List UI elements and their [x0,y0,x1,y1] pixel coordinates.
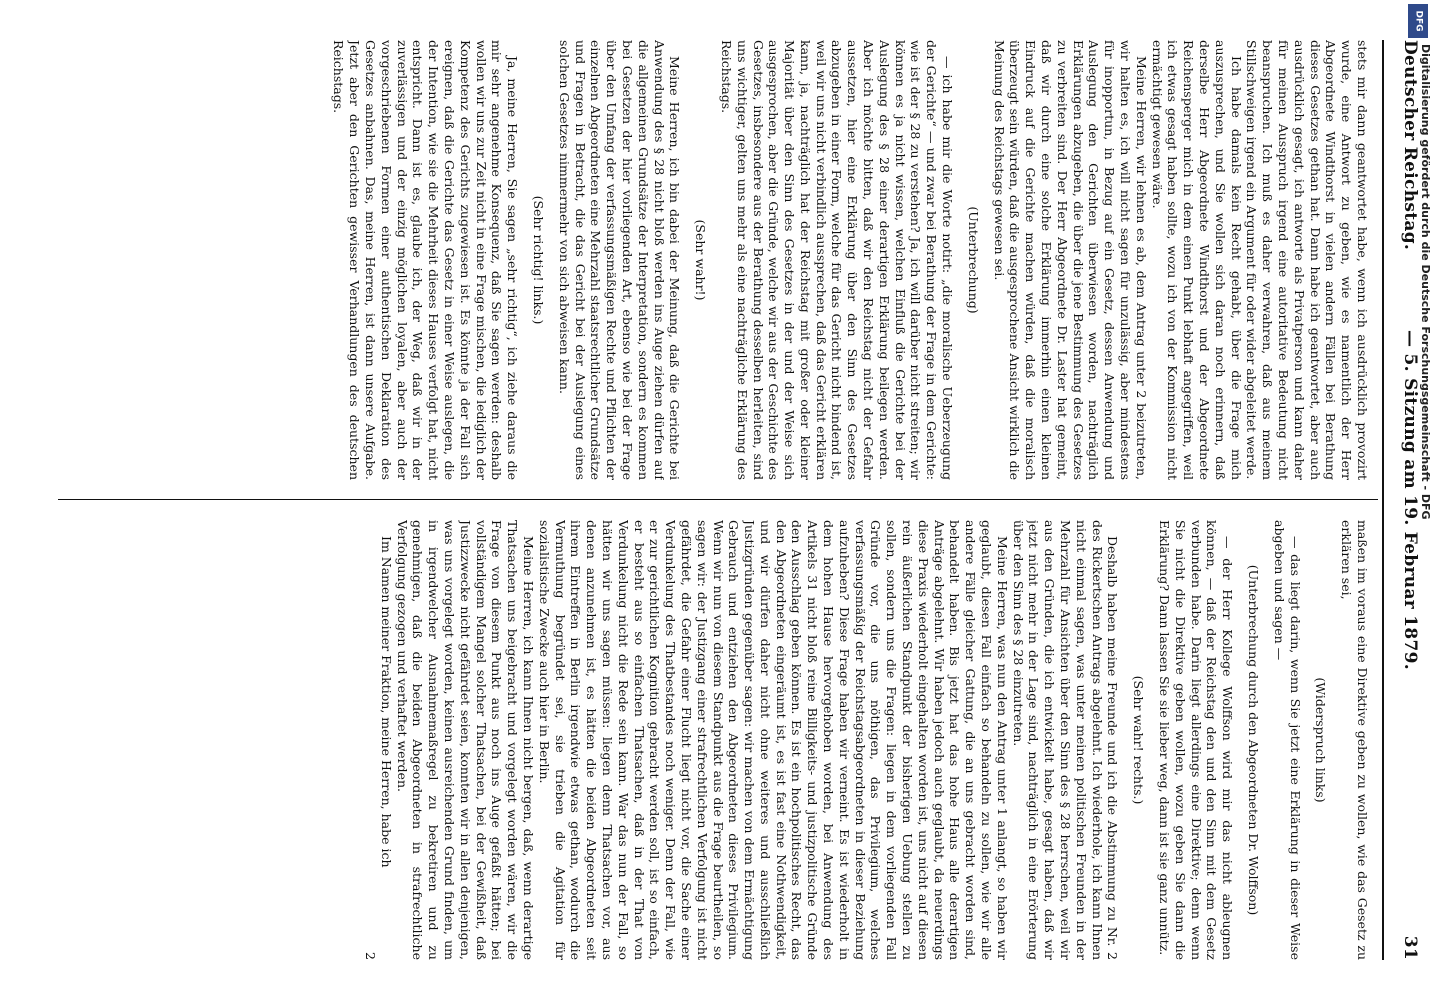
interjection: (Sehr wahr!) [693,219,709,301]
paragraph: Deshalb haben meine Freunde und ich die Abstimmung zu Nr. 2 des Rickertschen Antrags abgelehnt. Ich wiederhole, ich kann Ihnen nicht einmal sagen, was unter meinen politischen Freunden in der Mehrzahl für Ansichten über den Sinn des § 28 herrschen, weil wir aus den Gründen, die ich entwickelt habe, gesagt haben, daß wir jetzt nicht mehr in der Lage sind, nachträglich in eine Erörterung über den Sinn des § 28 einzutreten. [1010,520,1121,960]
interjection: (Sehr wahr! rechts.) [1131,675,1147,805]
header-session: — 5. Sitzung am 19. Februar 1879. [1400,330,1420,670]
paragraph: Meine Herren, ich bin dabei der Meinung, daß die Gerichte bei Anwendung des § 28 nicht bloß werden ins Auge ziehen dürfen auf die allgemeinen Grundsätze der Interpretation, sondern es kommen bei Gesetzen der hier vorliegenden Art, ebenso wie bei der Frage über den Umfang der verfassungsmäßigen Rechte und Pflichten der einzelnen Abgeordneten eine Mehrzahl staatsrechtlicher Grundsätze und Fragen in Betracht, die das Gericht bei der Auslegung eines solchen Gesetzes nimmermehr von sich abweisen kann. [556,40,683,480]
column-divider [58,499,1378,500]
right-column [70,520,1370,960]
left-column [70,40,1370,480]
paragraph: Meine Herren, ich kann Ihnen nicht bergen, daß, wenn derartige Thatsachen uns beigebracht und vorgelegt worden wären, wir die Frage von diesem Punkt aus noch ins Auge gefaßt hätten; bei vollständigem Mangel solcher Thatsachen, bei der Gewißheit, daß Justizzwecke nicht gefährdet seien, konnten wir in allen denjenigen, was uns vorgelegt worden, keinen ausreichenden Grund finden, um in irgendwelcher Ausnahmemaßregel zu bekretiren und zu genehmigen, daß die beiden Abgeordneten in strafrechtliche Verfolgung gezogen und verhaftet werden. [394,520,536,960]
paragraph: — das liegt darin, wenn Sie jetzt eine Erklärung in dieser Weise abgeben und sagen — [1271,520,1303,960]
interjection: (Widerspruch links) [1313,677,1329,803]
paragraph: Im Namen meiner Fraktion, meine Herren, habe ich [378,536,394,868]
paragraph: — der Herr Kollege Wolffson wird mir das nicht ableugnen können, — daß der Reichstag den und den Sinn mit dem Gesetz verbunden habe. Darin liegt allerdings eine Direktive; denn wenn Sie nicht die Direktive geben wollen, wozu geben Sie dann die Erklärung? Dann lassen Sie sie lieber weg, dann ist sie ganz unnütz. [1157,520,1236,960]
paragraph: Meine Herren, wir lehnen es ab, dem Antrag unter 2 beizutreten, wir halten es, ich will nicht sagen für unzulässig, aber mindestens für inopportun, in Bezug auf ein Gesetz, dessen Anwendung und Auslegung den Gerichten überwiesen worden, nachträglich Erklärungen abzugeben, die über die jene Bestimmung des Gesetzes zu verbreiten sind. Der Herr Abgeordnete Dr. Laster hat gemeint, daß wir durch eine solche Erklärung immerhin einen kleinen Eindruck auf die Gerichte machen würden, daß die moralisch überzeugt sein würden, daß die ausgesprochene Ansicht wirklich die Meinung des Reichstags gewesen sei. [991,40,1149,480]
dfg-logo-text: DFG [1413,10,1424,32]
paragraph: Ja, meine Herren, Sie sagen „sehr richtig“, ich ziehe daraus die mir sehr angenehme Konsequenz, daß Sie sagen werden: deshalb wollen wir uns zur Zeit nicht in eine Frage mischen, die lediglich der Kompetenz des Gerichts zugewiesen ist. Es könnte ja der Fall sich ereignen, daß die Gerichte das Gesetz in einer Weise auslegen, die der Intention, wie sie die Mehrheit dieses Hauses verfolgt hat, nicht entspricht. Dann ist es, glaube ich, der Weg, daß wir in der zuverlässigen und der einzig möglichen loyalen, aber auch der vorgeschriebenen Formen einer authentischen Deklaration des Gesetzes anbahnen. Das, meine Herren, ist dann unsere Aufgabe. Jetzt aber den Gerichten gewisser Verhandlungen des deutschen Reichstags. [331,40,521,480]
paragraph: maßen im voraus eine Direktive geben zu wollen, wie das Gesetz zu erklären sei, [1339,520,1370,960]
paragraph: Ich habe damals kein Recht gehabt, über die Frage mich auszusprechen, und Sie wollen sich daran noch erinnern, daß derselbe Herr Abgeordnete Windthorst und der Abgeordnete Reichensperger mich in dem einen Punkt lebhaft angegriffen, weil ich etwas gesagt haben sollte, wozu ich von der Kommission nicht ermächtigt gewesen wäre. [1149,40,1244,480]
paragraph: — ich habe mir die Worte notirt: „die moralische Ueberzeugung der Gerichte“ — und zwar bei Berathung der Frage in dem Gerichte: wie ist der § 28 zu verstehen? Ja, ich will darüber nicht streiten; wir können es ja nicht wissen, welchen Einfluß die Gerichte bei der Auslegung des § 28 einer derartigen Erklärung beilegen werden. Aber ich möchte bitten, daß wir den Reichstag nicht der Gefahr aussetzen, hier eine Erklärung über den Sinn des Gesetzes abzugeben in einer Form, welche für das Gericht nicht bindend ist, weil wir uns nicht verbindlich aussprechen, daß das Gericht erklären kann, ja, nachträglich hat der Reichstag mit großer oder kleiner Majorität über den Sinn des Gesetzes in der und der Weise sich ausgesprochen, aber die Gründe, welche wir aus der Geschichte des Gesetzes, insbesondere aus der Berathung desselben herleiten, sind uns wichtiger, gelten uns mehr als eine nachträgliche Erklärung des Reichstags. [718,40,956,480]
interjection: (Unterbrechung) [965,206,981,314]
header-rule [1382,40,1384,960]
digitization-credit: Digitalisierung gefördert durch die Deutsche Forschungsgemeinschaft - DFG [1419,44,1432,520]
paragraph: stets mir dann geantwortet habe, wenn ich ausdrücklich provozirt wurde, eine Antwort zu geben, wie es namentlich der Herr Abgeordnete Windthorst in vielen andern Fällen bei Berathung dieses Gesetzes gethan hat. Dann habe ich geantwortet, aber auch ausdrücklich gesagt, ich antworte als Privatperson und kann daher für meinen Ausspruch irgend eine autoritative Bedeutung nicht beanspruchen. Ich muß es daher verwahren, daß aus meinem Stillschweigen irgend ein Argument für oder wider abgeleitet werde. [1244,40,1370,480]
digitization-sidebar [1404,0,1432,1000]
catchword: 2 [362,952,378,960]
dfg-logo [1408,4,1428,38]
header-title: Deutscher Reichstag. [1400,40,1420,251]
interjection: (Unterbrechung durch den Abgeordneten Dr. Wolffson) [1246,564,1262,916]
paragraph: Meine Herren, was nun den Antrag unter 1 anlangt, so haben wir geglaubt, diesen Fall einfach so behandeln zu sollen, wie wir alle andere Fälle gleicher Gattung, die an uns gebracht worden sind, behandelt haben. Bis jetzt hat das hohe Haus alle derartigen Anträge abgelehnt. Wir haben jedoch auch geglaubt, da neuerdings diese Praxis wiederholt eingehalten worden ist, uns nicht auf diesen rein äußerlichen Standpunkt der bisherigen Uebung stellen zu sollen, sondern uns die Fragen: liegen in dem vorliegenden Fall Gründe vor, die uns nöthigen, das Privilegium, welches verfassungsmäßig der Reichstagsabgeordneten in dieser Beziehung aufzuheben? Diese Frage haben wir verneint. Es ist wiederholt in dem hohen Hause hervorgehoben worden, bei Anwendung des Artikels 31 nicht bloß reine Billigkeits- und justizpolitische Gründe den Ausschlag geben können. Es ist ein hochpolitisches Recht, das den Abgeordneten eingeräumt ist, es ist fast eine Nothwendigkeit, und wir dürfen daher nicht ohne weiteres und ausschließlich Justizgründen gegenüber sagen: wir machen von dem Ermächtigung Gebrauch und entziehen den Abgeordneten dieses Privilegium. Wenn wir nun von diesem Standpunkt aus die Frage beurtheilen, so sagen wir: der Justizgang einer strafrechtlichen Verfolgung ist nicht gefährdet, die Gefahr einer Flucht liegt nicht vor, die Sache einer Verdunkelung des Thatbestandes noch weniger. Denn der Fall, wie er zur gerichtlichen Kognition gebracht werden soll, ist so einfach, er besteht aus so einfachen Thatsachen, daß in der That von Verdunkelung nicht die Rede sein kann. War das nun der Fall, so hätten wir uns sagen müssen: liegen denn Thatsachen vor, aus denen anzunehmen ist, es hätten die beiden Abgeordneten seit ihrem Eintreffen in Berlin irgendwie etwas gethan, wodurch die Vermuthung begründet sei, sie trieben die Agitation für sozialistische Zwecke auch hier in Berlin. [536,520,1010,960]
page-number: 31 [1400,935,1420,960]
interjection: (Sehr richtig! links.) [530,195,546,325]
